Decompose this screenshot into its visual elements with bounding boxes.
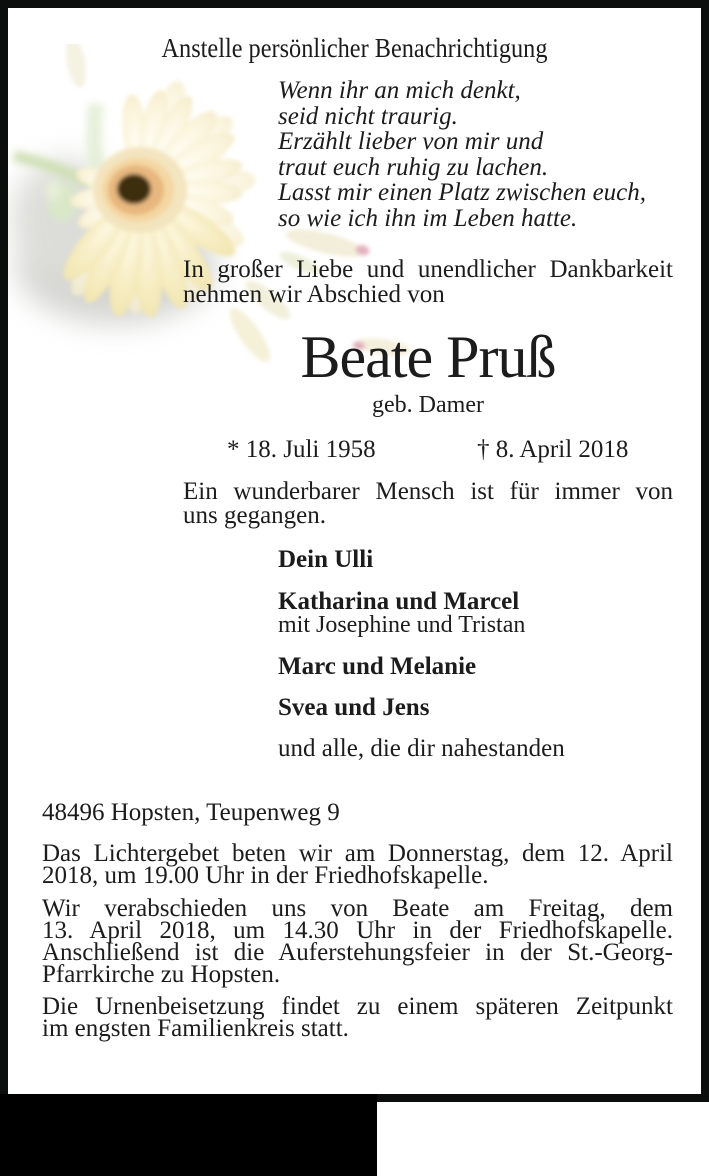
paragraph-line: Anschließend ist die Auferstehungsfeier in der St.-Georg- [42,939,673,966]
family-address: 48496 Hopsten, Teupenweg 9 [42,799,340,826]
paragraph-line: Die Urnenbeisetzung findet zu einem späteren Zeitpunkt [42,993,673,1020]
paragraph-line: im engsten Familienkreis statt. [42,1015,349,1042]
tribute-line: Ein wunderbarer Mensch ist für immer von [183,478,673,505]
paragraph-line: 13. April 2018, um 14.30 Uhr in der Friedhofskapelle. [42,917,673,944]
mourner-name: Dein Ulli [278,546,374,573]
preamble-text: Anstelle persönlicher Benachrichtigung [161,33,548,63]
maiden-name: geb. Damer [372,392,484,418]
mourner-others: und alle, die dir nahestanden [278,735,565,762]
farewell-intro-line: In großer Liebe und unendlicher Dankbarkeit [183,256,673,283]
paragraph-line: Wir verabschieden uns von Beate am Freitag, dem [42,895,673,922]
poem-line: Erzählt lieber von mir und [278,128,544,155]
mourner-name: Katharina und Marcel [278,588,520,615]
mourner-name: Marc und Melanie [278,653,477,680]
bottom-black-block [0,1094,377,1176]
poem-line: Wenn ihr an mich denkt, [278,77,521,104]
paragraph-line: 2018, um 19.00 Uhr in der Friedhofskapelle. [42,862,489,889]
poem-line: Lasst mir einen Platz zwischen euch, [278,179,647,206]
poem-line: seid nicht traurig. [278,102,458,130]
paragraph-line: Pfarrkirche zu Hopsten. [42,961,281,988]
mourner-name: Svea und Jens [278,694,430,721]
farewell-intro-line: nehmen wir Abschied von [183,280,445,308]
poem-line: so wie ich ihn im Leben hatte. [278,204,578,232]
birth-date: * 18. Juli 1958 [227,436,376,463]
mourner-grandchildren: mit Josephine und Tristan [278,612,526,638]
paragraph-line: Das Lichtergebet beten wir am Donnerstag, dem 12. April [42,840,673,867]
tribute-line: uns gegangen. [183,502,327,529]
death-date: † 8. April 2018 [477,436,629,463]
poem-line: traut euch ruhig zu lachen. [278,153,549,181]
deceased-name: Beate Pruß [300,324,556,390]
